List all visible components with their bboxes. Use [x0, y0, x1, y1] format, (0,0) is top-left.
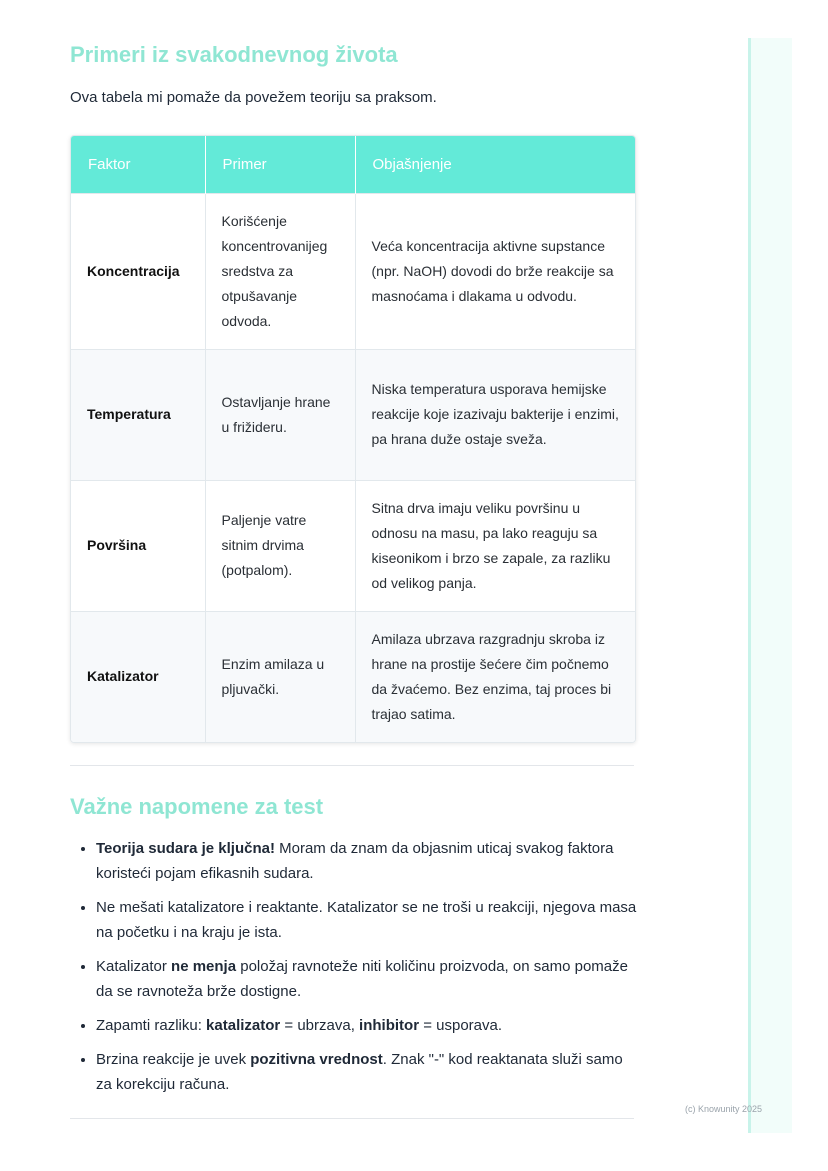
cell-primer: Ostavljanje hrane u frižideru.	[205, 349, 355, 480]
cell-primer: Paljenje vatre sitnim drvima (potpalom).	[205, 480, 355, 611]
table-header-row	[71, 136, 635, 193]
header-objasnjenje: Objašnjenje	[355, 136, 635, 193]
footer-copyright: (c) Knowunity 2025	[685, 1104, 763, 1114]
note-text: Katalizator	[96, 958, 172, 975]
cell-objasnjenje: Niska temperatura usporava hemijske reakcije koje izazivaju bakterije i enzimi, pa hrana duže ostaje sveža.	[355, 349, 635, 480]
divider	[70, 1118, 634, 1119]
notes-list	[70, 836, 640, 1106]
header-faktor: Faktor	[71, 136, 205, 193]
note-text: Ne mešati katalizatore i reaktante. Katalizator se ne troši u reakciji, njegova masa na početku i na kraju je ista.	[96, 899, 637, 941]
list-item	[96, 1013, 640, 1038]
divider	[70, 765, 634, 766]
note-text: Moram da znam da objasnim uticaj svakog faktora koristeći pojam efikasnih sudara.	[96, 840, 614, 882]
cell-faktor: Površina	[71, 480, 205, 611]
list-item	[96, 836, 640, 886]
list-item	[96, 1047, 640, 1097]
cell-faktor: Temperatura	[71, 349, 205, 480]
cell-faktor: Katalizator	[71, 611, 205, 742]
header-primer: Primer	[205, 136, 355, 193]
cell-objasnjenje: Sitna drva imaju veliku površinu u odnosu na masu, pa lako reaguju sa kiseonikom i brzo se zapale, za razliku od velikog panja.	[355, 480, 635, 611]
section-title-notes: Važne napomene za test	[70, 794, 324, 819]
table-row	[71, 611, 635, 742]
examples-table	[70, 135, 636, 743]
note-text: Zapamti razliku:	[96, 1017, 207, 1034]
table-row	[71, 193, 635, 349]
note-bold: Teorija sudara je ključna!	[96, 840, 275, 857]
note-text: Brzina reakcije je uvek	[96, 1051, 251, 1068]
table-row	[71, 349, 635, 480]
note-bold: inhibitor	[359, 1017, 420, 1034]
note-text: . Znak "-" kod reaktanata služi samo za korekciju računa.	[96, 1051, 623, 1093]
list-item	[96, 895, 640, 945]
table-row	[71, 480, 635, 611]
cell-objasnjenje: Veća koncentracija aktivne supstance (npr. NaOH) dovodi do brže reakcije sa masnoćama i dlakama u odvodu.	[355, 193, 635, 349]
cell-primer: Enzim amilaza u pljuvački.	[205, 611, 355, 742]
list-item	[96, 954, 640, 1004]
note-text: položaj ravnoteže niti količinu proizvoda, on samo pomaže da se ravnoteža brže dostigne.	[96, 958, 628, 1000]
note-bold: ne menja	[171, 958, 237, 975]
intro-text: Ova tabela mi pomaže da povežem teoriju sa praksom.	[70, 89, 437, 106]
cell-primer: Korišćenje koncentrovanijeg sredstva za otpušavanje odvoda.	[205, 193, 355, 349]
note-bold: pozitivna vrednost	[250, 1051, 383, 1068]
cell-faktor: Koncentracija	[71, 193, 205, 349]
note-bold: katalizator	[206, 1017, 281, 1034]
cell-objasnjenje: Amilaza ubrzava razgradnju skroba iz hrane na prostije šećere čim počnemo da žvaćemo. Bez enzima, taj proces bi trajao satima.	[355, 611, 635, 742]
section-title-examples: Primeri iz svakodnevnog života	[70, 42, 398, 67]
side-strip	[748, 38, 792, 1133]
note-text: = usporava.	[419, 1017, 503, 1034]
note-text: = ubrzava,	[280, 1017, 360, 1034]
